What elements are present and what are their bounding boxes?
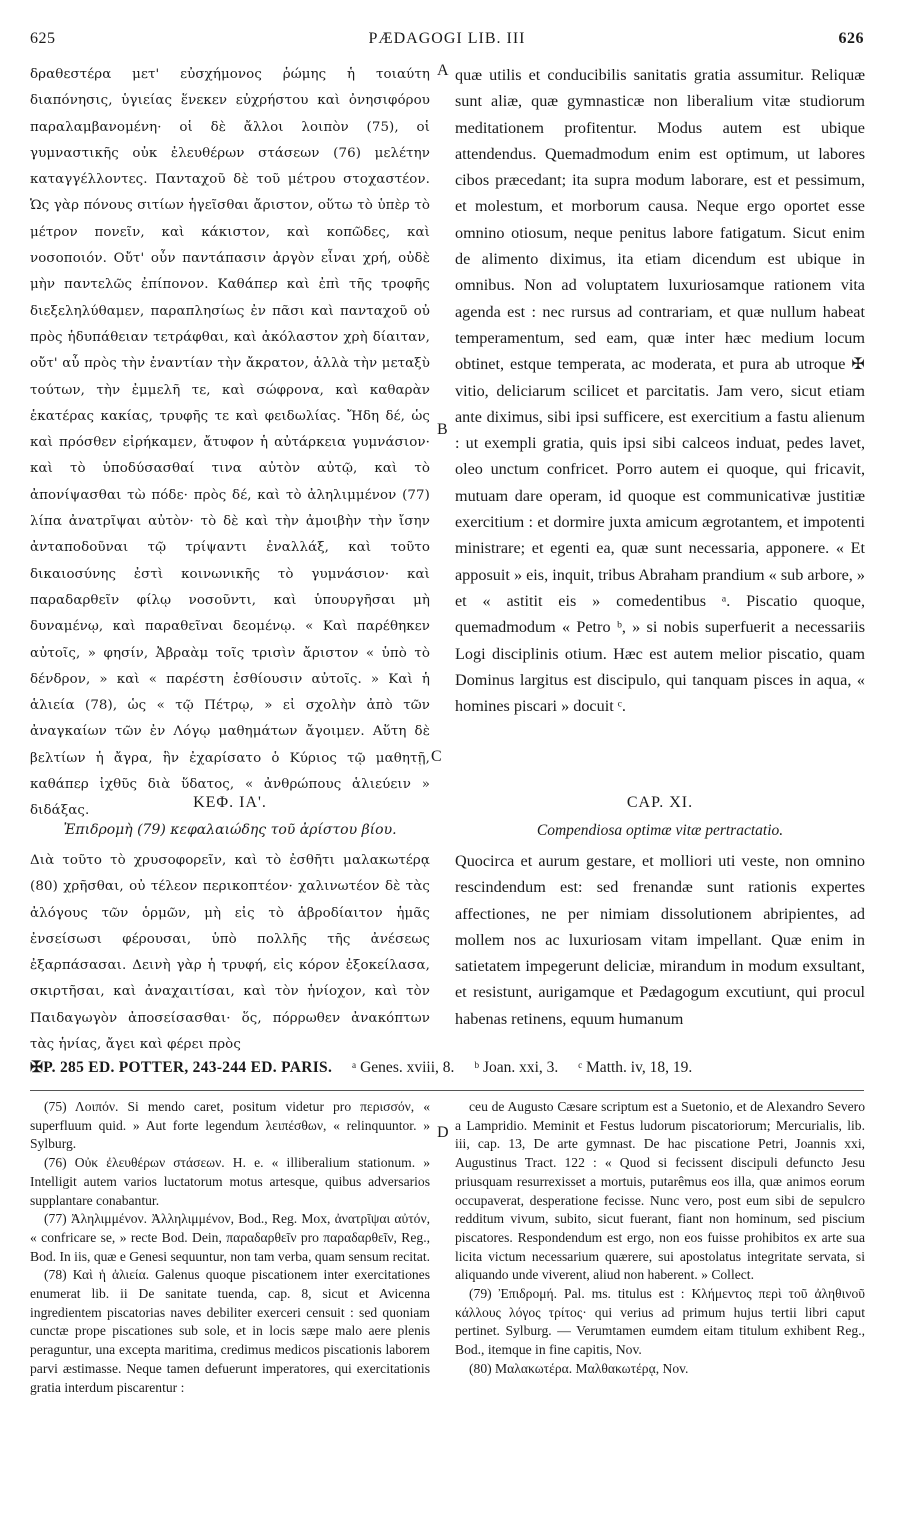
footnotes-right (455, 1098, 865, 1516)
scripture-citation-c: ᶜ Matth. iv, 18, 19. (578, 1059, 693, 1076)
latin-chapter-subtitle: Compendiosa optimæ vitæ pertractatio. (536, 822, 784, 839)
greek-chapter-text (30, 848, 430, 1053)
footnote: (76) Οὐκ ἐλευθέρων στάσεων. H. e. « illiberalium stationum. » Intelligit autem varios luctatorum motus artesque, quibus adversarios supplantare conabantur. (30, 1155, 430, 1208)
running-head (30, 30, 864, 54)
greek-chapter-subtitle: Ἐπιδρομὴ (79) κεφαλαιώδης τοῦ ἀρίστου βίου. (63, 822, 397, 838)
margin-letter-c: C (431, 748, 442, 765)
footnote: (77) Ἀληλιμμένον. Ἀλληλιμμένον, Bod., Reg. Mox, ἀνατρῖψαι αὐτόν, « confricare se, » recte Bod. Dein, παραδαρθεῖν pro παραδαρθεῖν, Reg., Bod. In iis, quæ e Genesi sequuntur, non tam verba, quam sensum recitat. (30, 1211, 431, 1264)
footnote-divider (30, 1090, 864, 1091)
footnote: ceu de Augusto Cæsare scriptum est a Suetonio, et de Alexandro Severo a Lampridio. Meminit et Festus ludorum piscatoriorum; Mercurialis, lib. iii, cap. 13, De arte gymnast. De hac piscatione Petri, Joannis xxi, Augustinus Tract. 122 : « Quod si fecissent discipuli defuncto Jesu priusquam resurrexisset a mortuis, putarêmus eos illa, quæ animos eorum occupaverat, desperatione fecisse. Nunc vero, post eum sibi de sepulcro redditum vivum, subito, sicut fuerant, fiant non hominum, sed piscium piscatores. Respondendum est ergo, non eos fuisse prohibitos ex arte sua licita victum necessarium quærere, sui apostolatus integritate servata, si aliquando unde viverent, aliud non haberent. » Collect. (455, 1099, 865, 1283)
page-number-right: 626 (838, 30, 864, 47)
greek-chapter-paragraph: Διὰ τοῦτο τὸ χρυσοφορεῖν, καὶ τὸ ἐσθῆτι μαλακωτέρᾳ (80) χρῆσθαι, οὐ τέλεον περικοπτέον· χαλινωτέον δὲ τὰς ἀλόγους τῶν ὁρμῶν, μὴ εἰς τὸ ἁβροδίαιτον ἡμᾶς ἐνσείσωσι φέρουσαι, ὑπὸ πολλῆς τῆς ἀνέσεως ἐξαρπάσασαι. Δεινὴ γὰρ ἡ τρυφή, εἰς κόρον ἐξοκείλασα, σκιρτῆσαι, καὶ ἀναχαιτίσαι, καὶ τὸν ἡνίοχον, καὶ τὸν Παιδαγωγὸν ἀποσείσασθαι· ὅς, πόρρωθεν ἀνακόπτων τὰς ἡνίας, ἄγει καὶ φέρει πρὸς (30, 853, 430, 1053)
page-number-left: 625 (30, 30, 56, 47)
greek-chapter-heading: ΚΕΦ. ΙΑ'. (193, 794, 267, 811)
margin-letter-b: B (437, 421, 448, 438)
footnote: (80) Μαλακωτέρα. Μαλθακωτέρᾳ, Nov. (469, 1360, 689, 1376)
reference-line (30, 1058, 864, 1084)
scripture-citation-b: ᵇ Joan. xxi, 3. (474, 1059, 559, 1076)
margin-letter-d: D (437, 1124, 449, 1141)
footnote: (75) Λοιπόν. Si mendo caret, positum videtur pro περισσόν, « superfluum quid. » Aut forte legendum λειπέσθων, « relinquuntor. » Sylburg. (30, 1099, 430, 1152)
edition-reference: ✠P. 285 ED. POTTER, 243-244 ED. PARIS. (30, 1059, 333, 1076)
latin-text-column (455, 62, 865, 782)
latin-paragraph: quæ utilis et conducibilis sanitatis gratia assumitur. Reliquæ sunt aliæ, quæ gymnasticæ non liberalium vitæ studiorum meditationem profitentur. Modus autem est ubique attendendus. Quemadmodum enim est optimum, ut labores cibos præcedant; ita supra modum laborare, est et pessimum, et molestum, et morborum causa. Neque ergo oportet esse omnino otiosum, neque penitus labore fatigatum. Sicut enim de alimento diximus, ita etiam dicendum est ubique in omnibus. Non ad voluptatem luxuriosamque rationem vita agenda est : nec rursus ad contrariam, et quæ nullum habeat temperamentum, sed eam, quæ inter hæc medium locum obtinet, estque temperata, ac moderata, et pura ab utroque ✠ vitio, deliciarum scilicet et parcitatis. Jam vero, sicut etiam ante diximus, sibi ipsi sufficere, est exercitium a fastu alienum : ut exempli gratia, quis ipsi sibi calceos induat, pedes lavet, oleo unctum confricet. Porro autem ei quoque, qui fricavit, mutuam dare operam, id quoque est communicativæ justitiæ exercitium : et dormire juxta amicum ægrotantem, et impotenti ministrare; et egenti ea, quæ sunt necessaria, apponere. « Et apposuit » eis, inquit, tribus Abraham prandium « sub arbore, » et « astitit eis » comedentibus ᵃ. Piscatio quoque, quemadmodum « Petro ᵇ, » si nobis superfuerit a necessariis Logi disciplinis otium. Hæc est autem melior piscatio, quam Dominus largitus est discipulo, qui tanquam pisces in aqua, « homines piscari » docuit ᶜ. (455, 66, 865, 716)
running-title: PÆDAGOGI LIB. III (368, 30, 526, 47)
greek-paragraph: δραθεστέρα μετ' εὐσχήμονος ῥώμης ἡ τοιαύτη διαπόνησις, ὑγιείας ἕνεκεν εὐχρήστου καὶ ὀνησιφόρου παραλαμβανομένη· οἱ δὲ ἄλλοι λοιπὸν (75), οἱ γυμναστικῆς οὐκ ἐλευθέρων στάσεων (76) μελέτην καταγγέλλοντες. Πανταχοῦ δὲ τοῦ μέτρου στοχαστέον. Ὡς γὰρ πόνους σιτίων ἡγεῖσθαι ἄριστον, οὕτω τὸ ὑπὲρ τὸ μέτρον πονεῖν, καὶ κάκιστον, καὶ κοπῶδες, καὶ νοσοποιόν. Οὔτ' οὖν παντάπασιν ἀργὸν εἶναι χρή, οὐδὲ μὴν παντελῶς ἐπίπονον. Καθάπερ καὶ ἐπὶ τῆς τροφῆς διεξεληλύθαμεν, παραπλησίως ἐν πᾶσι καὶ πανταχοῦ οὐ πρὸς ἡδυπάθειαν τετράφθαι, καὶ ἀκόλαστον χρὴ δίαιταν, οὔτ' αὖ πρὸς τὴν ἐναντίαν τὴν ἄκρατον, ἀλλὰ τὴν μεταξὺ τούτων, τὴν ἐμμελῆ τε, καὶ σώφρονα, καὶ καθαρὰν ἑκατέρας κακίας, τρυφῆς τε καὶ φειδωλίας. Ἤδη δέ, ὡς καὶ πρόσθεν εἰρήκαμεν, ἄτυφον ἡ αὐτάρκεια γυμνάσιον· καὶ τὸ ὑποδύσασθαί τινα αὐτὸν αὐτῷ, καὶ τὸ ἀπονίψασθαι τὼ πόδε· πρὸς δέ, καὶ τὸ ἀληλιμμένον (77) λίπα ἀνατρῖψαι αὐτὸν· τὸ δὲ καὶ τὴν ἀμοιβὴν τὴν ἴσην ἀνταποδοῦναι τῷ τρίψαντι ἐναλλάξ, καὶ τοῦτο δικαιοσύνης ἐστὶ κοινωνικῆς τὸ γυμνάσιον· καὶ παραδαρθεῖν φίλῳ νοσοῦντι, καὶ ὑπουργῆσαι μὴ δυναμένῳ, καὶ παραθεῖναι δεομένῳ. « Καὶ παρέθηκεν αὐτοῖς, » φησίν, Ἀβραὰμ τοῖς τρισὶν ἄριστον « ὑπὸ τὸ δένδρον, » καὶ « παρέστη ἐσθίουσιν αὐτοῖς. » Καὶ ἡ ἁλιεία (78), ὡς « τῷ Πέτρῳ, » εἰ σχολὴν ἀπὸ τῶν ἀναγκαίων τῶν ἐν Λόγῳ μαθημάτων ἄγοιμεν. Αὕτη δὲ βελτίων ἡ ἄγρα, ἣν ἐχαρίσατο ὁ Κύριος τῷ μαθητῇ, καθάπερ ἰχθῦς διὰ ὕδατος, « ἀνθρώπους ἁλιεύειν » διδάξας. (30, 67, 430, 819)
latin-chapter-paragraph: Quocirca et aurum gestare, et molliori uti veste, non omnino rescindendum est: sed frenandæ sunt rationis expertes affectiones, ne per nimiam dissolutionem abripientes, ad mollem nos ac luxuriosam vitam impellant. Quæ enim in satietatem impegerunt deliciæ, mirandum in modum exsultant, et resistunt, aurigamque et Pædagogum excutiunt, qui procul habenas retinens, equum humanum (455, 852, 865, 1028)
footnotes-left (30, 1098, 430, 1516)
scripture-citation-a: ᵃ Genes. xviii, 8. (352, 1059, 455, 1076)
latin-chapter-heading: CAP. XI. (626, 794, 694, 811)
footnote: (79) Ἐπιδρομή. Pal. ms. titulus est : Κλήμεντος περὶ τοῦ ἀληθινοῦ κάλλους λόγος τρίτος· qui verius ad primum hujus tertii libri caput pertinet. Sylburg. — Verumtamen eumdem eitam titulum exhibent Reg., Bod., itemque in fine capitis, Nov. (455, 1286, 865, 1358)
margin-letter-a: A (437, 62, 449, 79)
footnote: (78) Καὶ ἡ ἁλιεία. Galenus quoque piscationem inter exercitationes enumerat lib. ii De sanitate tuenda, cap. 8, sicut et Avicenna ingredientem piscatorias naves debiliter exerceri censuit : sed quoniam cunctæ prope piscationes sub sole, et in locis sæpe malo aere plenis peraguntur, una excepta maritima, credimus medicos piscationis laborem parvi æstimasse. Neque tamen defuerunt imperatores, qui exercitationis gratia interdum piscarentur : (30, 1267, 430, 1395)
latin-chapter-text (455, 848, 865, 1048)
